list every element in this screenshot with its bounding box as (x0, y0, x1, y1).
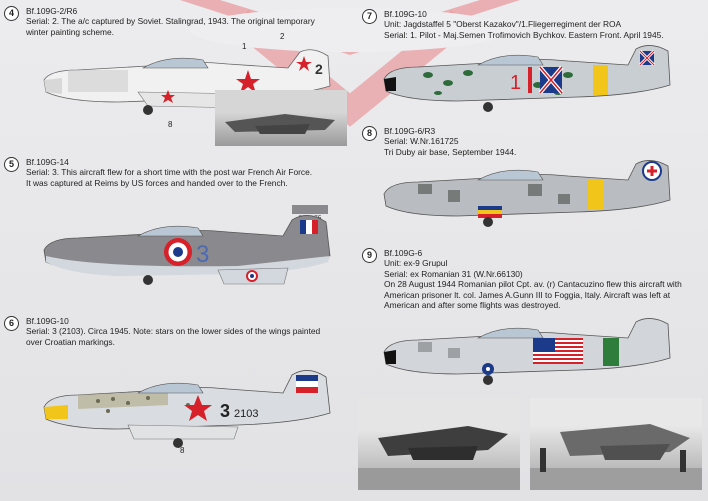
entry-line: American prisoner lt. col. James A.Gunn III to Foggia, Italy. Aircraft was left at (384, 289, 671, 300)
entry-number: 6 (4, 316, 19, 331)
entry-title: Bf.109G-2/R6 (26, 6, 78, 16)
entry-line: On 28 August 1944 Romanian pilot Cpt. av. (r) Cantacuzino flew this aircraft with (384, 279, 682, 290)
entry-9 (362, 248, 682, 310)
entry-title: Bf.109G-14 (26, 157, 69, 167)
entry-title: Bf.109G-10 (384, 9, 427, 19)
entry-4 (4, 6, 315, 37)
tail-number: 2 (315, 61, 323, 77)
callout-2: 2 (280, 32, 285, 41)
serial-number: 2103 (234, 408, 259, 420)
entry-line: Serial: W.Nr.161725 (384, 136, 459, 147)
entry-line: Serial: 3 (2103). Circa 1945. Note: stars on the lower sides of the wings painted (26, 326, 321, 337)
entry-number: 5 (4, 157, 19, 172)
entry-number: 8 (362, 126, 377, 141)
callout-1: 1 (242, 42, 247, 51)
entry-line: Unit: Jagdstaffel 5 "Oberst Kazakov"/1.Fliegerregiment der ROA (384, 19, 622, 30)
entry-line: Serial: 1. Pilot - Maj.Semen Trofimovich Bychkov. Eastern Front. April 1945. (384, 29, 664, 40)
aircraft-profile-7 (378, 45, 678, 120)
callout-8: 8 (180, 446, 185, 455)
entry-line: Tri Duby air base, September 1944. (384, 146, 517, 157)
entry-6 (4, 316, 320, 347)
entry-line: winter painting scheme. (26, 26, 114, 37)
entry-line: Unit: ex-9 Grupul (384, 258, 448, 269)
entry-number: 4 (4, 6, 19, 21)
entry-line: It was captured at Reims by US forces and handed over to the French. (26, 177, 288, 188)
entry-line: American and after some flights was destroyed. (384, 300, 561, 311)
fuselage-number: 3 (196, 241, 210, 268)
entry-7 (362, 9, 664, 40)
entry-line: Serial: 3. This aircraft flew for a short time with the post war French Air Force. (26, 167, 313, 178)
entry-title: Bf.109G-6/R3 (384, 126, 436, 136)
archive-photo (358, 398, 520, 490)
fuselage-number: 1 (510, 72, 522, 94)
aircraft-profile-8 (378, 160, 678, 235)
entry-title: Bf.109G-6 (384, 248, 423, 258)
entry-5 (4, 157, 312, 188)
aircraft-profile-9 (378, 318, 678, 393)
callout-8: 8 (168, 120, 173, 129)
aircraft-profile-5 (38, 212, 338, 292)
entry-line: over Croatian markings. (26, 336, 115, 347)
entry-8 (362, 126, 516, 157)
entry-title: Bf.109G-10 (26, 316, 69, 326)
entry-line: Serial: ex Romanian 31 (W.Nr.66130) (384, 268, 523, 279)
entry-number: 7 (362, 9, 377, 24)
fuselage-number: 3 (220, 401, 231, 421)
aircraft-profile-6 (38, 365, 338, 450)
entry-line: Serial: 2. The a/c captured by Soviet. Stalingrad, 1943. The original temporary (26, 16, 315, 27)
archive-photo (215, 90, 347, 146)
entry-number: 9 (362, 248, 377, 263)
archive-photo (530, 398, 702, 490)
